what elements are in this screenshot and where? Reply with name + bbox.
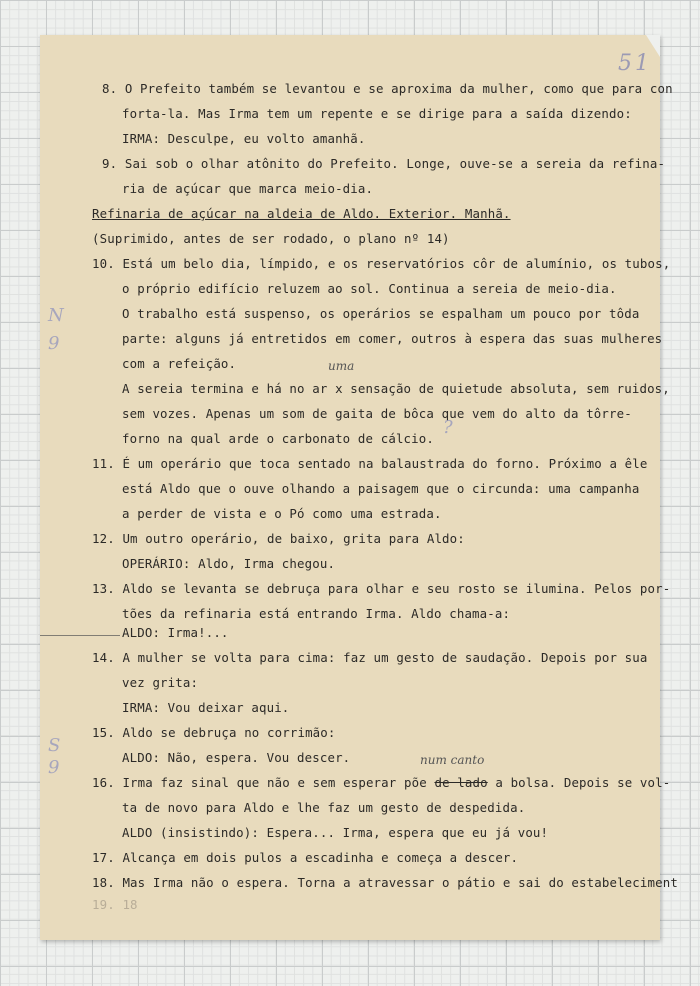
text-line: parte: alguns já entretidos em comer, outros à espera das suas mulheres [122, 331, 663, 346]
text-line: 13. Aldo se levanta se debruça para olhar e seu rosto se ilumina. Pelos por- [92, 581, 671, 596]
handwritten-note-uma: uma [328, 359, 355, 373]
text-line: IRMA: Desculpe, eu volto amanhã. [122, 131, 366, 146]
section-heading: Refinaria de açúcar na aldeia de Aldo. Exterior. Manhã. [92, 206, 511, 221]
question-mark-note: ? [443, 417, 453, 438]
text-line: 15. Aldo se debruça no corrimão: [92, 725, 336, 740]
text-line: (Suprimido, antes de ser rodado, o plano nº 14) [92, 231, 450, 246]
text-line: 12. Um outro operário, de baixo, grita para Aldo: [92, 531, 465, 546]
margin-mark: S [48, 735, 61, 756]
text-line: OPERÁRIO: Aldo, Irma chegou. [122, 556, 336, 571]
margin-mark: 9 [48, 333, 60, 354]
text-line: tões da refinaria está entrando Irma. Aldo chama-a: [122, 606, 511, 621]
text-line: 18. Mas Irma não o espera. Torna a atravessar o pátio e sai do estabeleciment [92, 875, 678, 890]
text-line: a perder de vista e o Pó como uma estrada. [122, 506, 442, 521]
text-segment: 16. Irma faz sinal que não e sem esperar põe [92, 775, 435, 790]
text-line: 9. Sai sob o olhar atônito do Prefeito. Longe, ouve-se a sereia da refina- [102, 156, 666, 171]
text-line: ALDO: Não, espera. Vou descer. [122, 750, 351, 765]
text-line: com a refeição. [122, 356, 237, 371]
document-page [40, 35, 678, 940]
text-line: IRMA: Vou deixar aqui. [122, 700, 290, 715]
page-number: 51 [618, 51, 652, 76]
pencil-stroke [40, 635, 120, 636]
text-line: forta-la. Mas Irma tem um repente e se dirige para a saída dizendo: [122, 106, 632, 121]
text-line: 14. A mulher se volta para cima: faz um gesto de saudação. Depois por sua [92, 650, 648, 665]
text-line: 10. Está um belo dia, límpido, e os reservatórios côr de alumínio, os tubos, [92, 256, 671, 271]
text-line: ALDO: Irma!... [122, 625, 229, 640]
text-line: forno na qual arde o carbonato de cálcio. [122, 431, 435, 446]
text-line: 8. O Prefeito também se levantou e se aproxima da mulher, como que para con [102, 81, 673, 96]
text-line: 17. Alcança em dois pulos a escadinha e começa a descer. [92, 850, 519, 865]
text-line: ria de açúcar que marca meio-dia. [122, 181, 374, 196]
handwritten-note-num-canto: num canto [420, 753, 485, 767]
margin-mark: N [48, 305, 64, 326]
text-line: A sereia termina e há no ar x sensação de quietude absoluta, sem ruidos, [122, 381, 670, 396]
struck-text: de lado [434, 775, 488, 790]
text-line: O trabalho está suspenso, os operários se espalham um pouco por tôda [122, 306, 640, 321]
faint-text-line: 19. 18 [92, 897, 138, 912]
text-line: 11. É um operário que toca sentado na balaustrada do forno. Próximo a êle [92, 456, 648, 471]
text-segment: a bolsa. Depois se vol- [487, 775, 671, 790]
text-line: ALDO (insistindo): Espera... Irma, espera que eu já vou! [122, 825, 549, 840]
text-line: o próprio edifício reluzem ao sol. Continua a sereia de meio-dia. [122, 281, 617, 296]
text-line [92, 775, 670, 790]
text-line: está Aldo que o ouve olhando a paisagem que o circunda: uma campanha [122, 481, 640, 496]
margin-mark: 9 [48, 757, 60, 778]
text-line: vez grita: [122, 675, 199, 690]
text-line: sem vozes. Apenas um som de gaita de bôca que vem do alto da tôrre- [122, 406, 632, 421]
text-line: ta de novo para Aldo e lhe faz um gesto de despedida. [122, 800, 526, 815]
